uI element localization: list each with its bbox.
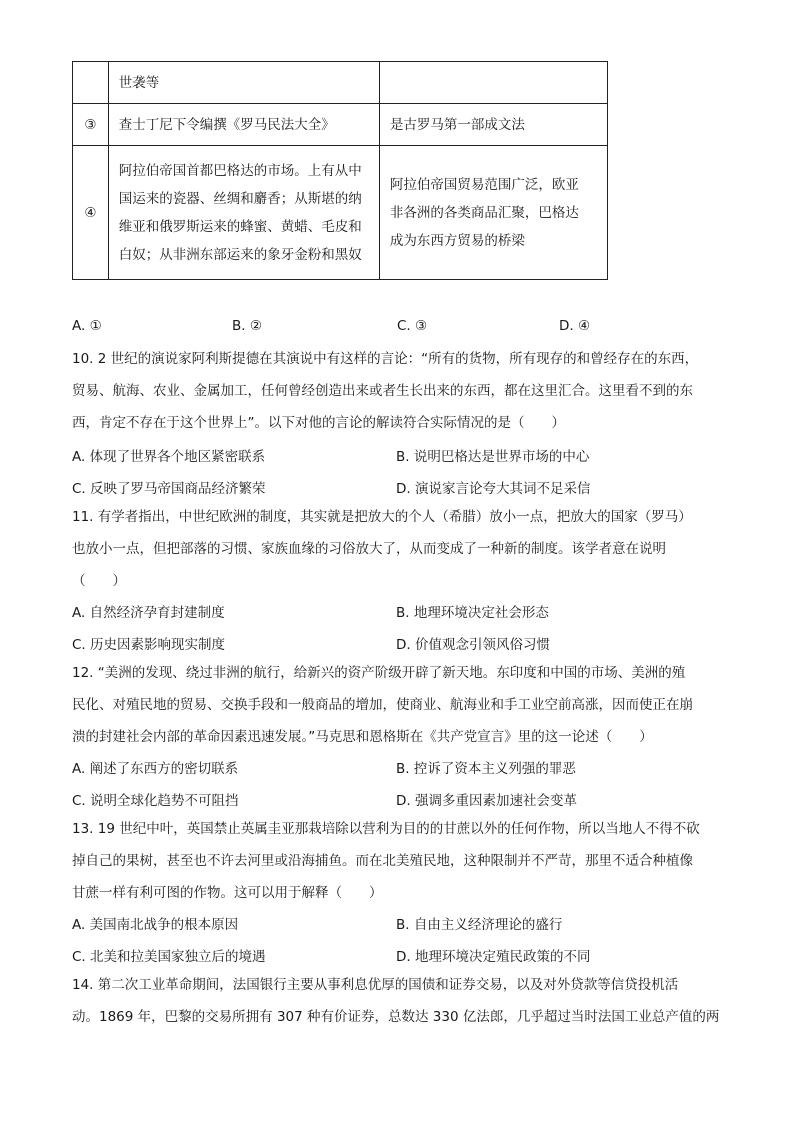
- option-d[interactable]: D. 价值观念引领风俗习惯: [396, 637, 550, 653]
- row-interpretation: 是古罗马第一部成文法: [379, 104, 607, 146]
- question-11-options-row-1: [72, 601, 722, 623]
- option-b[interactable]: B. 控诉了资本主义列强的罪恶: [396, 761, 576, 777]
- row-interpretation: 阿拉伯帝国贸易范围广泛，欧亚 非各洲的各类商品汇聚，巴格达 成为东西方贸易的桥梁: [379, 146, 607, 280]
- table-row: [73, 62, 608, 104]
- option-a[interactable]: A. 阐述了东西方的密切联系: [72, 761, 239, 777]
- option-c[interactable]: C. 历史因素影响现实制度: [72, 637, 226, 653]
- question-10-options-row-2: [72, 477, 722, 499]
- question-13-stem: 13. 19 世纪中叶，英国禁止英属圭亚那栽培除以营利为目的的甘蔗以外的任何作物，所以当地人不得不砍 掉自己的果树，甚至也不许去河里或沿海捕鱼。而在北美殖民地，这种限制并不严苛，那里不适合种植像 甘蔗一样有利可图的作物。这可以用于解释（ ）: [72, 821, 700, 901]
- option-a[interactable]: A. 体现了世界各个地区紧密联系: [72, 449, 266, 465]
- question-12-options-row-1: [72, 757, 722, 779]
- option-a[interactable]: A. ①: [72, 318, 102, 334]
- row-content: 世袭等: [108, 62, 379, 104]
- option-d[interactable]: D. 强调多重因素加速社会变革: [396, 793, 577, 809]
- question-10-options-row-1: [72, 445, 722, 467]
- option-b[interactable]: B. 地理环境决定社会形态: [396, 605, 549, 621]
- option-b[interactable]: B. 说明巴格达是世界市场的中心: [396, 449, 590, 465]
- table-row: [73, 146, 608, 280]
- question-12-options-row-2: [72, 789, 722, 811]
- row-number: ③: [73, 104, 109, 146]
- option-c[interactable]: C. 说明全球化趋势不可阻挡: [72, 793, 239, 809]
- row-number: [73, 62, 109, 104]
- option-d[interactable]: D. 地理环境决定殖民政策的不同: [396, 949, 591, 965]
- option-c[interactable]: C. ③: [397, 318, 428, 334]
- question-11-options-row-2: [72, 633, 722, 655]
- question-13-options-row-2: [72, 945, 722, 967]
- question-9-table: [72, 61, 608, 280]
- option-b[interactable]: B. ②: [232, 318, 262, 334]
- option-b[interactable]: B. 自由主义经济理论的盛行: [396, 917, 563, 933]
- row-number: ④: [73, 146, 109, 280]
- row-content: 阿拉伯帝国首都巴格达的市场。上有从中 国运来的瓷器、丝绸和麝香；从斯堪的纳 维亚和俄罗斯运来的蜂蜜、黄蜡、毛皮和 白奴；从非洲东部运来的象牙金粉和黑奴: [108, 146, 379, 280]
- option-a[interactable]: A. 自然经济孕育封建制度: [72, 605, 225, 621]
- question-11-stem: 11. 有学者指出，中世纪欧洲的制度，其实就是把放大的个人（希腊）放小一点，把放大的国家（罗马） 也放小一点，但把部落的习惯、家族血缘的习俗放大了，从而变成了一种新的制度。该学者意在说明 （ ）: [72, 509, 692, 589]
- row-interpretation: [379, 62, 607, 104]
- option-c[interactable]: C. 反映了罗马帝国商品经济繁荣: [72, 481, 266, 497]
- option-a[interactable]: A. 美国南北战争的根本原因: [72, 917, 239, 933]
- option-c[interactable]: C. 北美和拉美国家独立后的境遇: [72, 949, 266, 965]
- row-content: 查士丁尼下令编撰《罗马民法大全》: [108, 104, 379, 146]
- question-10-stem: 10. 2 世纪的演说家阿利斯提德在其演说中有这样的言论：“所有的货物，所有现存的和曾经存在的东西， 贸易、航海、农业、金属加工，任何曾经创造出来或者生长出来的东西，都在这里汇合。这里看不到的东 西，肯定不存在于这个世界上”。以下对他的言论的解读符合实际情况的是（ ）: [72, 351, 699, 431]
- question-12-stem: 12. “美洲的发现、绕过非洲的航行，给新兴的资产阶级开辟了新天地。东印度和中国的市场、美洲的殖 民化、对殖民地的贸易、交换手段和一般商品的增加，使商业、航海业和手工业空前高涨，因而使正在崩 溃的封建社会内部的革命因素迅速发展。”马克思和恩格斯在《共产党宣言》里的这一论述（ ）: [72, 665, 693, 745]
- question-13-options-row-1: [72, 913, 722, 935]
- question-9-options: [72, 318, 722, 340]
- question-14-stem: 14. 第二次工业革命期间，法国银行主要从事利息优厚的国债和证券交易，以及对外贷款等信贷投机活 动。1869 年，巴黎的交易所拥有 307 种有价证券，总数达 330 亿法郎，几乎超过当时法国工业总产值的两: [72, 977, 720, 1025]
- table-row: [73, 104, 608, 146]
- option-d[interactable]: D. ④: [559, 318, 591, 334]
- option-d[interactable]: D. 演说家言论夸大其词不足采信: [396, 481, 591, 497]
